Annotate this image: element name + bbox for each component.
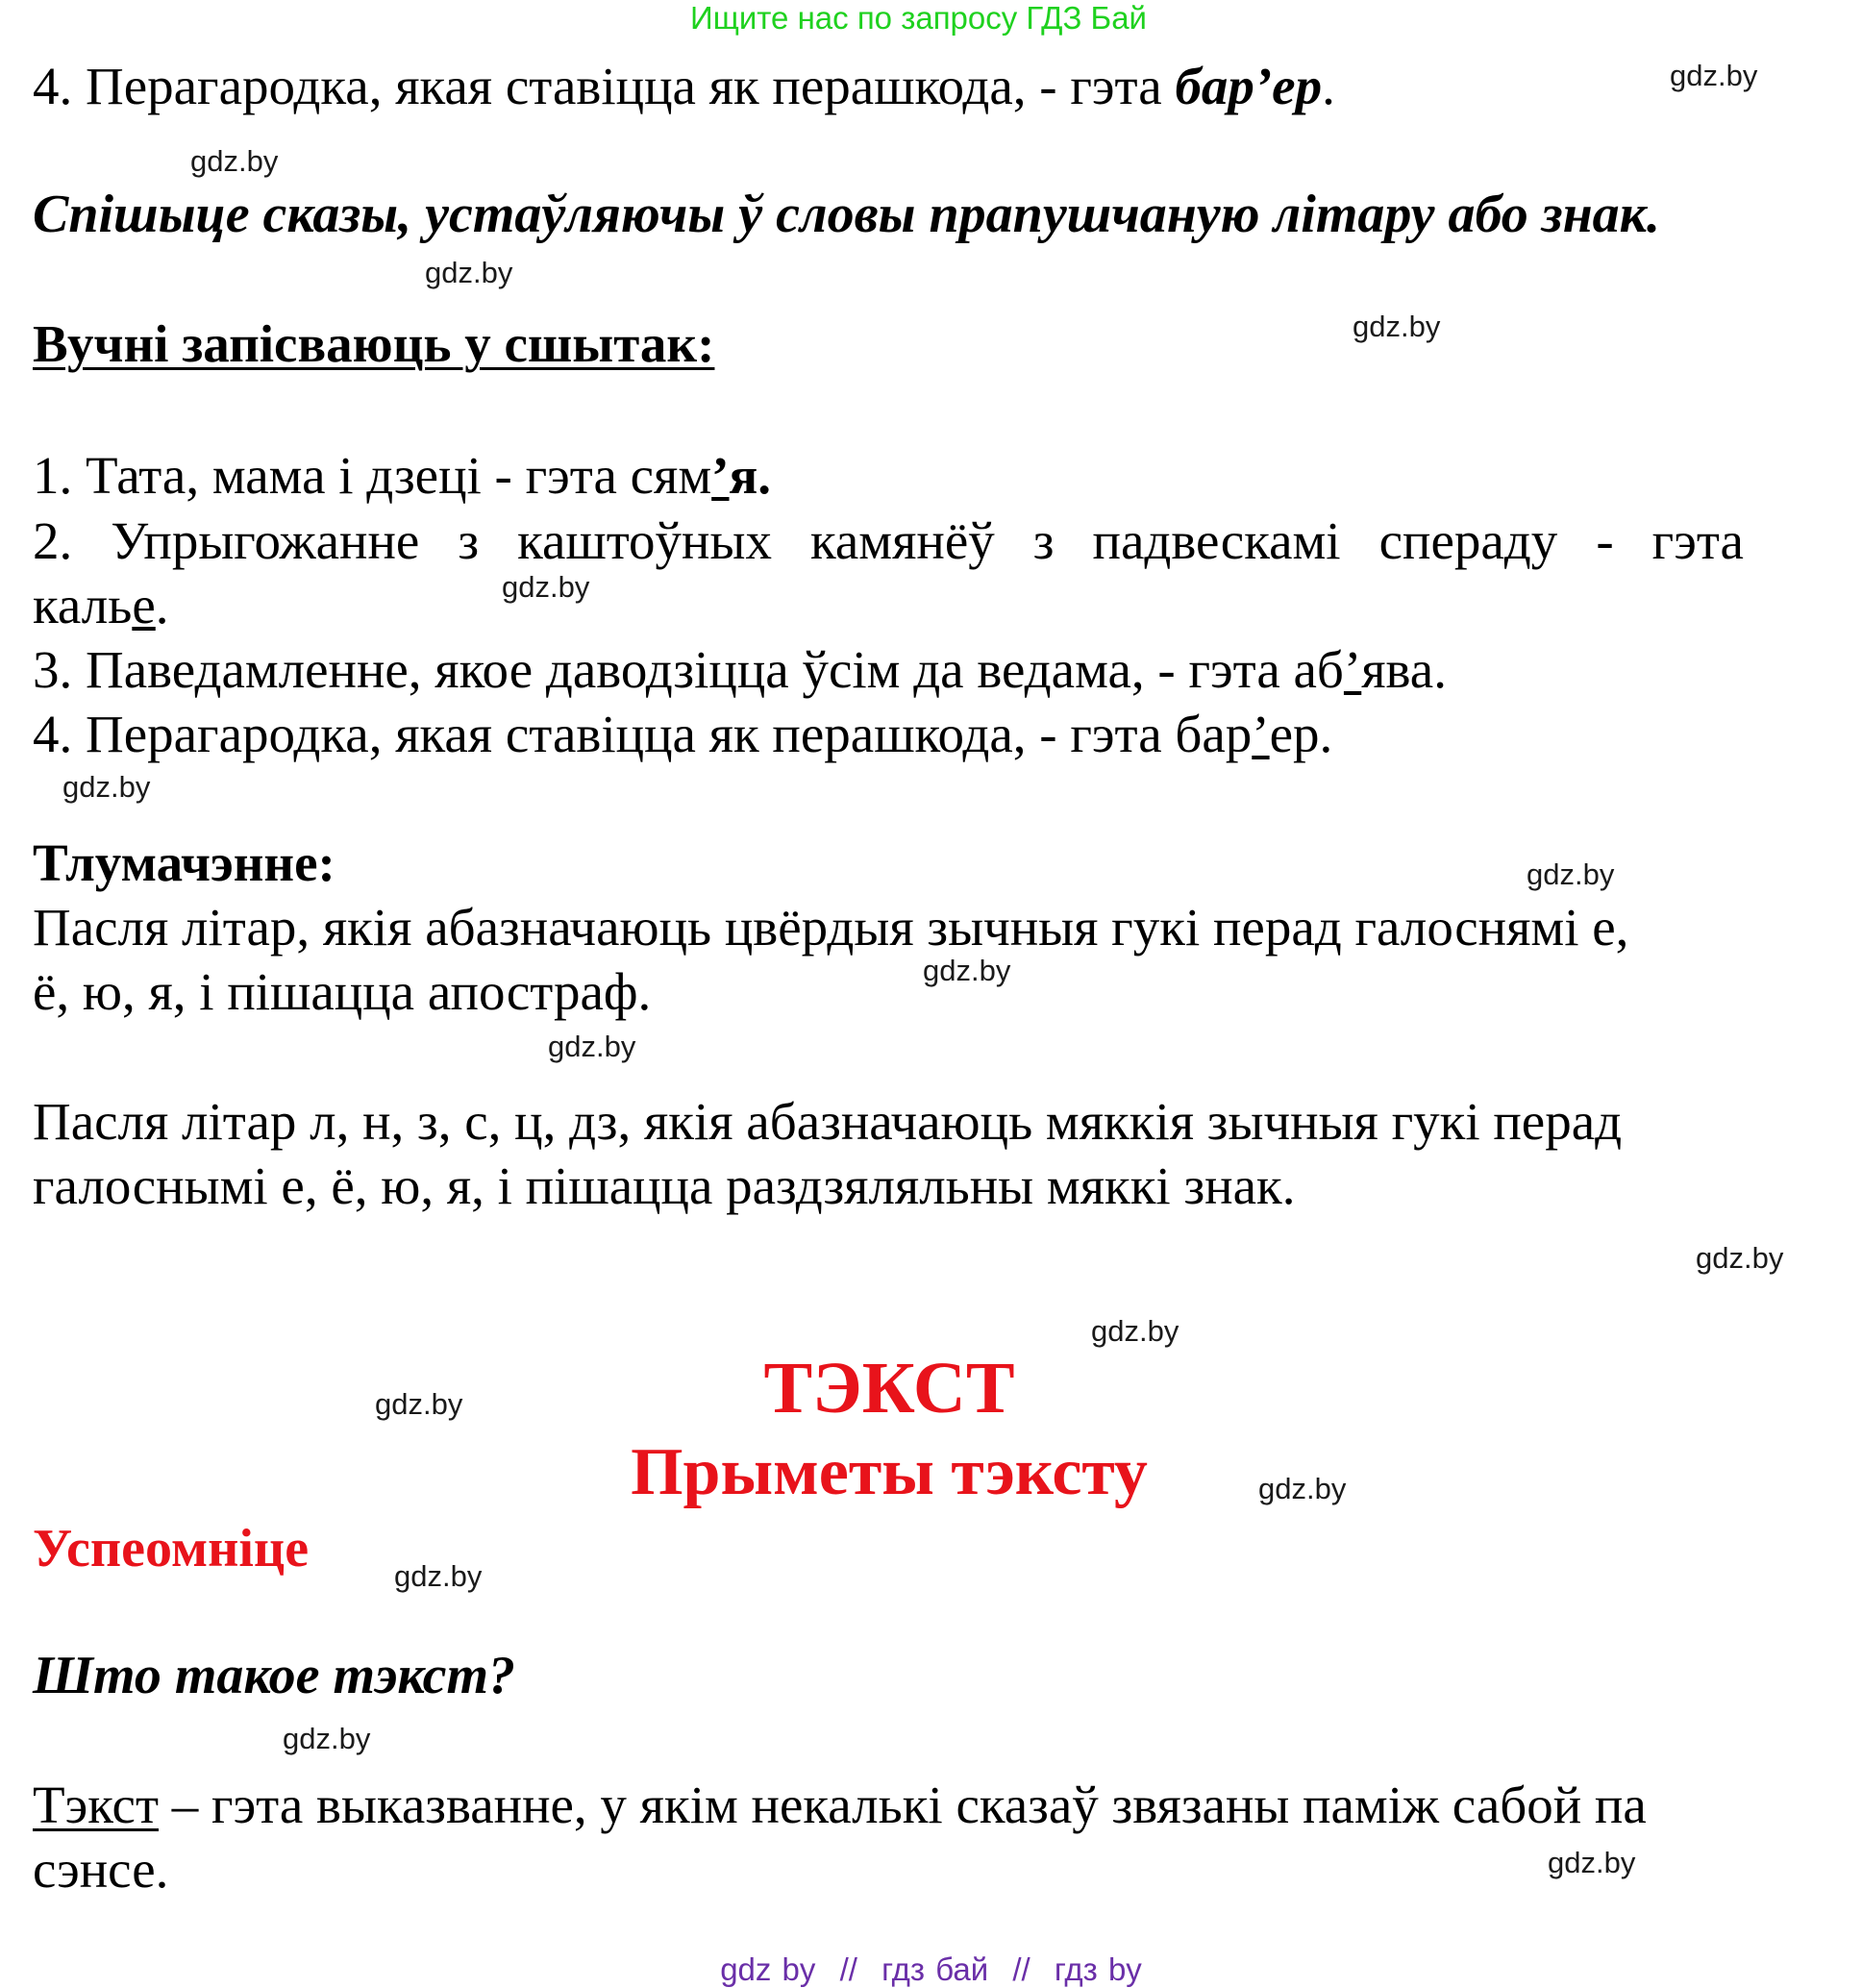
sentence-3-mark: ’ bbox=[1343, 640, 1362, 699]
definition-line-1 bbox=[33, 1776, 1647, 1834]
sentence-4-after: ер. bbox=[1269, 705, 1333, 763]
footer-link-3[interactable]: гдз by bbox=[1054, 1951, 1142, 1987]
watermark: gdz.by bbox=[425, 256, 513, 289]
sentence-2-word: каштоўных bbox=[517, 511, 772, 570]
definition-rest: – гэта выказванне, у якім некалькі сказаў звязаны паміж сабой па bbox=[159, 1776, 1647, 1834]
watermark: gdz.by bbox=[190, 144, 279, 178]
sentence-2-word: Упрыгожанне bbox=[111, 511, 420, 570]
sentence-2-word: камянёў bbox=[809, 511, 995, 570]
watermark: gdz.by bbox=[1670, 59, 1758, 92]
notebook-heading: Вучні запісваюць у сшытак: bbox=[33, 314, 715, 373]
sentence-2-mark: е bbox=[132, 576, 156, 634]
sentence-1-before: 1. Тата, мама і дзеці - гэта сям bbox=[33, 446, 712, 505]
watermark: gdz.by bbox=[923, 954, 1011, 987]
sentence-3-before: 3. Паведамленне, якое даводзіцца ўсім да ведама, - гэта аб bbox=[33, 640, 1344, 699]
watermark: gdz.by bbox=[1548, 1846, 1636, 1879]
sentence-3 bbox=[33, 640, 1447, 699]
sentence-2-after: . bbox=[155, 576, 169, 634]
footer-separator: // bbox=[839, 1951, 857, 1987]
explanation-p1-line-2: ё, ю, я, і пішацца апостраф. bbox=[33, 962, 652, 1021]
watermark: gdz.by bbox=[375, 1387, 463, 1421]
sentence-4-before: 4. Перагародка, якая ставіцца як перашкода, - гэта бар bbox=[33, 705, 1253, 763]
watermark: gdz.by bbox=[1258, 1472, 1347, 1505]
sentence-1-after: я. bbox=[729, 446, 772, 505]
definition-term: Тэкст bbox=[33, 1776, 160, 1834]
sentence-2-line-2 bbox=[33, 576, 169, 634]
sentence-2-before: каль bbox=[33, 576, 133, 634]
sentence-2-word: падвескамі bbox=[1092, 511, 1341, 570]
footer-link-2[interactable]: гдз бай bbox=[881, 1951, 989, 1987]
task-suffix: . bbox=[1322, 57, 1335, 115]
sentence-2-word: - bbox=[1596, 511, 1614, 570]
watermark: gdz.by bbox=[1353, 310, 1441, 343]
section-title: ТЭКСТ bbox=[763, 1348, 1015, 1429]
watermark: gdz.by bbox=[1696, 1241, 1784, 1275]
task-answer: бар’ер bbox=[1175, 57, 1323, 115]
sentence-2-line-1 bbox=[33, 511, 1744, 570]
explanation-p2-line-1: Пасля літар л, н, з, с, ц, дз, якія абазначаюць мяккія зычныя гукі перад bbox=[33, 1092, 1623, 1151]
sentence-4-mark: ’ bbox=[1252, 705, 1270, 763]
question: Што такое тэкст? bbox=[33, 1646, 516, 1705]
explanation-p2-line-2: галоснымі е, ё, ю, я, і пішацца раздзяляльны мяккі знак. bbox=[33, 1156, 1296, 1215]
watermark: gdz.by bbox=[394, 1559, 483, 1593]
footer-separator: // bbox=[1012, 1951, 1030, 1987]
sentence-2-word: з bbox=[1032, 511, 1055, 570]
watermark: gdz.by bbox=[62, 770, 151, 804]
watermark: gdz.by bbox=[1527, 857, 1615, 891]
task-line bbox=[33, 57, 1335, 115]
sentence-2-word: гэта bbox=[1651, 511, 1744, 570]
explanation-p1-line-1: Пасля літар, якія абазначаюць цвёрдыя зычныя гукі перад галоснямі е, bbox=[33, 898, 1629, 957]
sentence-1 bbox=[33, 446, 772, 505]
sentence-1-mark: ’ bbox=[711, 446, 730, 505]
explanation-heading: Тлумачэнне: bbox=[33, 833, 335, 892]
footer bbox=[0, 1951, 1862, 1988]
footer-link-1[interactable]: gdz by bbox=[720, 1951, 816, 1987]
sentence-2-word: спераду bbox=[1378, 511, 1558, 570]
section-subtitle: Прыметы тэксту bbox=[631, 1435, 1148, 1509]
watermark: gdz.by bbox=[548, 1030, 636, 1063]
definition-line-2: сэнсе. bbox=[33, 1840, 169, 1899]
sentence-2-word: 2. bbox=[33, 511, 73, 570]
watermark: gdz.by bbox=[1091, 1314, 1179, 1348]
watermark: gdz.by bbox=[283, 1722, 371, 1755]
task-prefix: 4. Перагародка, якая ставіцца як перашкода, - гэта bbox=[33, 57, 1176, 115]
sentence-2-word: з bbox=[458, 511, 480, 570]
watermark: gdz.by bbox=[502, 570, 590, 604]
top-banner: Ищите нас по запросу ГДЗ Бай bbox=[690, 0, 1147, 36]
sentence-3-after: ява. bbox=[1361, 640, 1447, 699]
sentence-4 bbox=[33, 705, 1333, 763]
recall-label: Успеомніце bbox=[33, 1519, 310, 1578]
instruction: Спішыце сказы, устаўляючы ў словы прапушчаную літару або знак. bbox=[33, 185, 1661, 244]
